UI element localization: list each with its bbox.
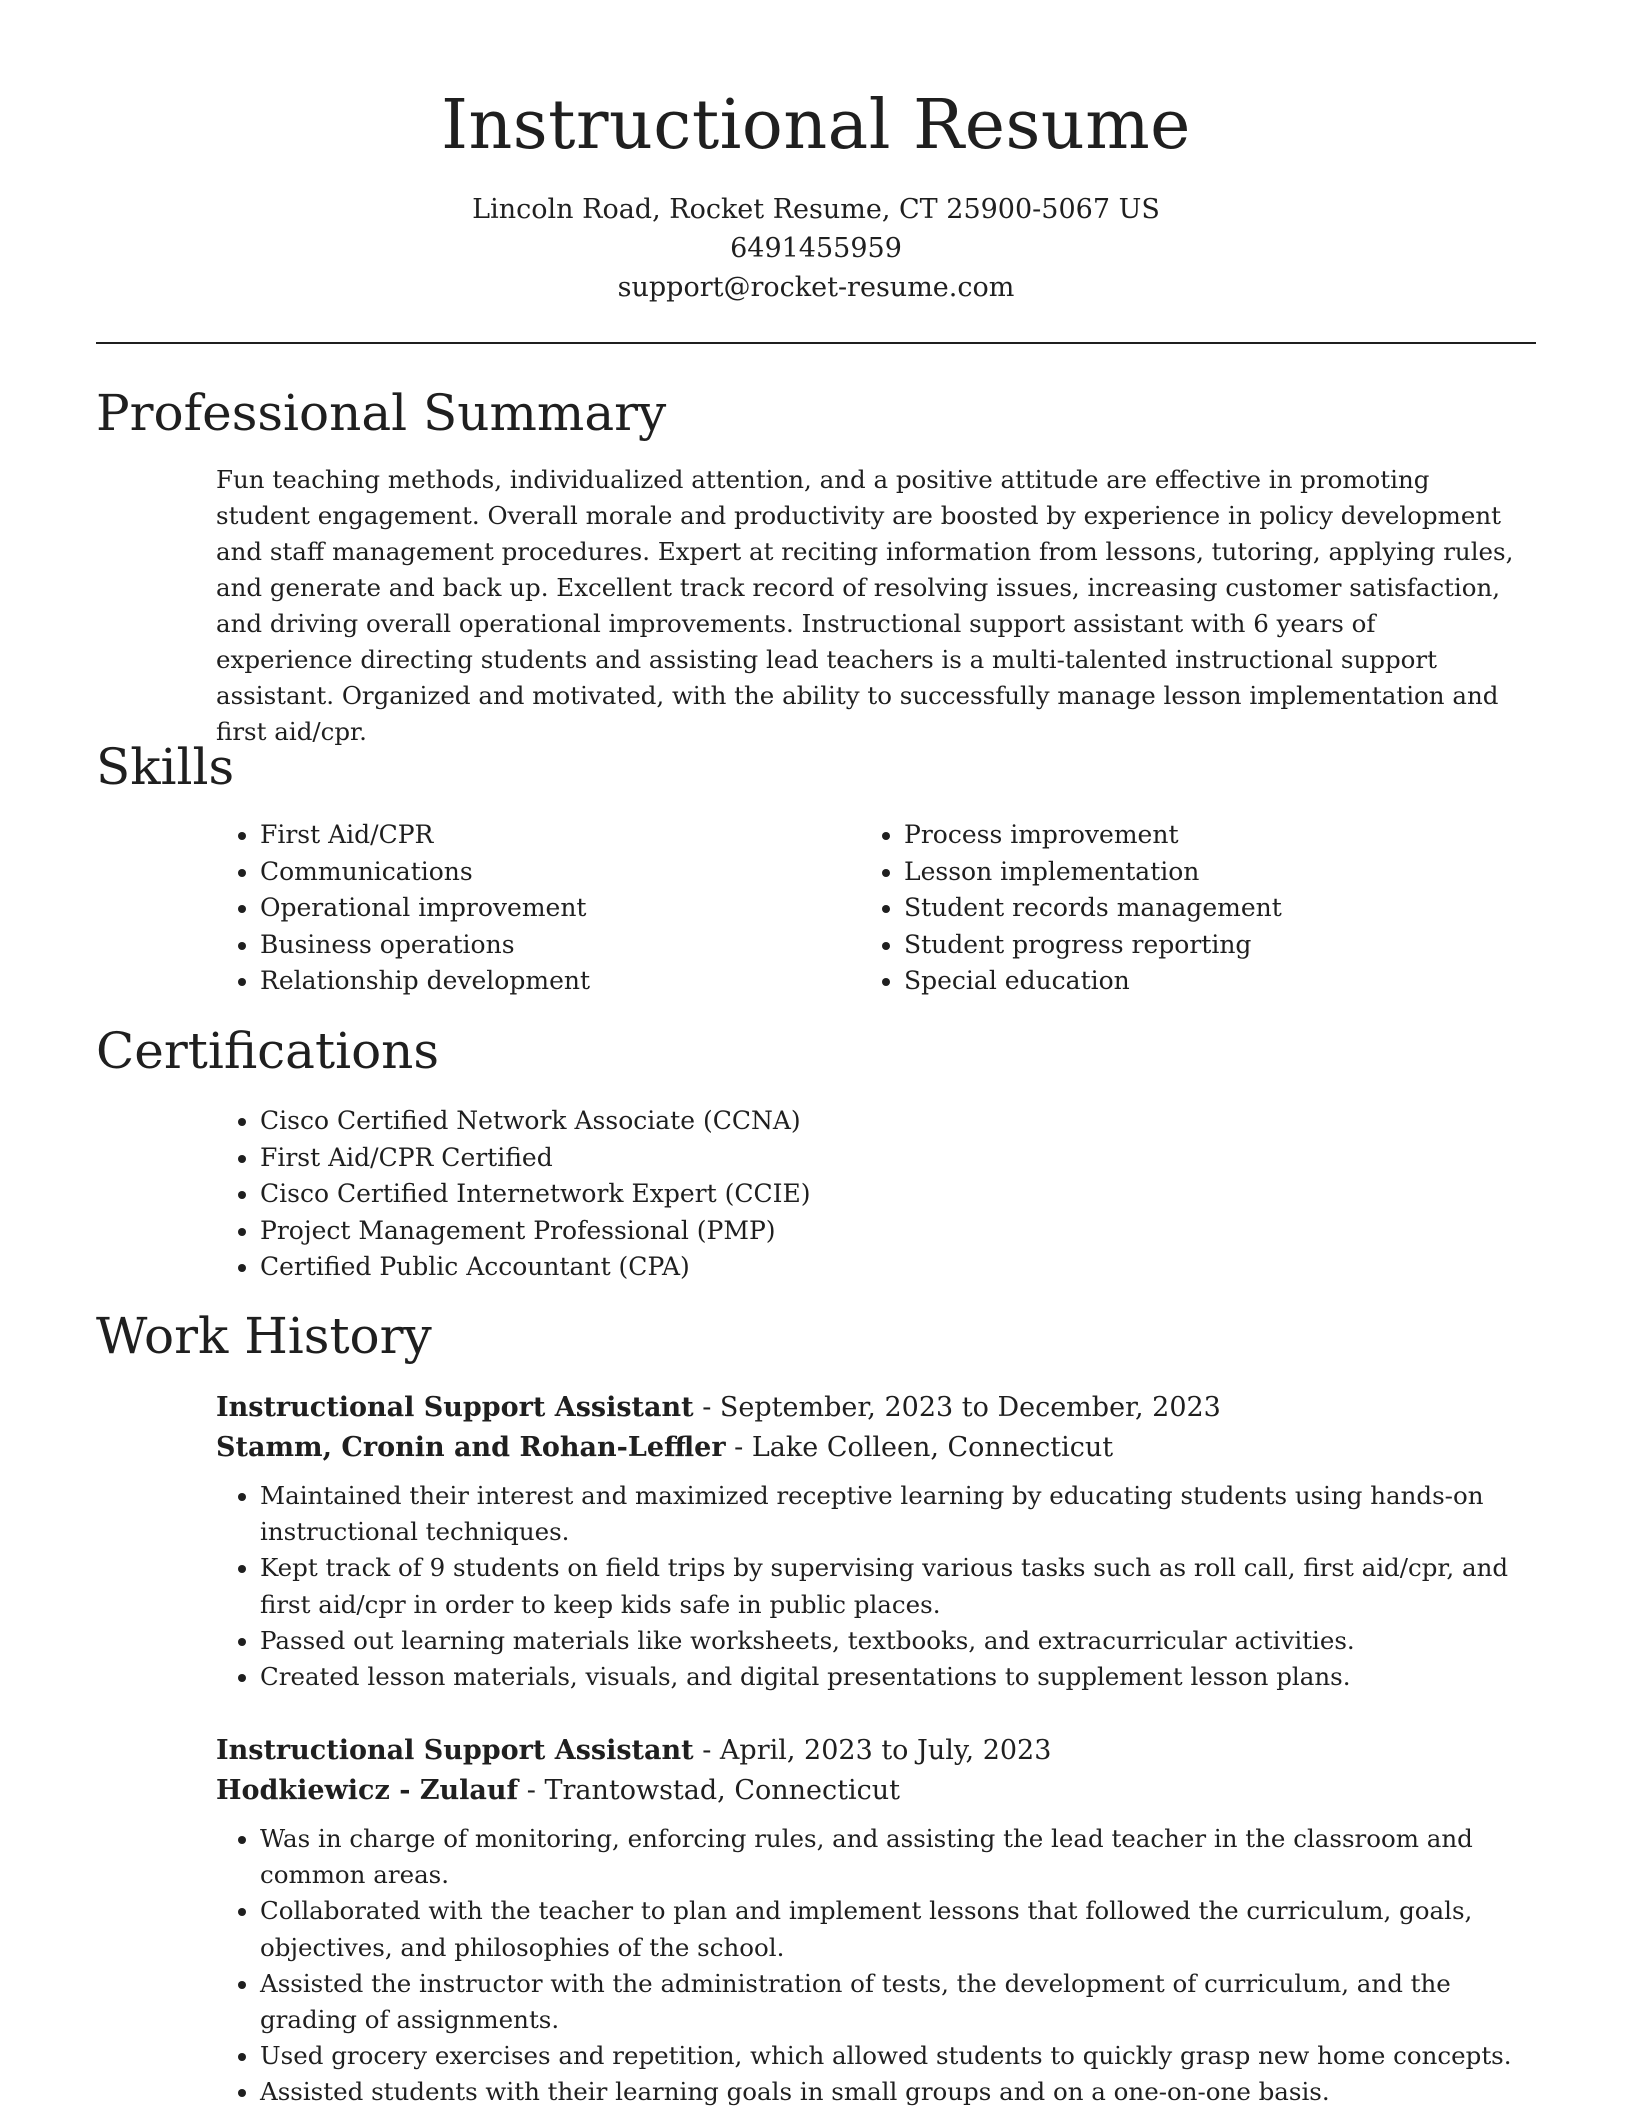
resume-name: Instructional Resume: [441, 86, 1191, 165]
job-title-line: [216, 1731, 1536, 1771]
summary-heading: Professional Summary: [96, 384, 667, 442]
certification-item: • Certified Public Accountant (CPA): [260, 1249, 810, 1286]
skill-item: • Relationship development: [260, 963, 590, 1000]
certifications-heading: Certifications: [96, 1022, 440, 1080]
job-bullet: • Collaborated with the teacher to plan and implement lessons that followed the curriculum, goals, objectives, and philosophies of the school.: [260, 1893, 1536, 1965]
job-entry: [216, 1388, 1536, 1695]
phone: 6491455959: [730, 233, 902, 264]
skill-item: • Student progress reporting: [904, 927, 1282, 964]
certification-item: • Project Management Professional (PMP): [260, 1213, 810, 1250]
certification-item: • First Aid/CPR Certified: [260, 1140, 810, 1177]
skills-list-left: [216, 817, 590, 1000]
skill-item: • Process improvement: [904, 817, 1282, 854]
skills-list-right: [860, 817, 1282, 1000]
job-bullet: • Used grocery exercises and repetition, which allowed students to quickly grasp new home concepts.: [260, 2038, 1536, 2074]
skill-item: • Student records management: [904, 890, 1282, 927]
job-bullet: • Was in charge of monitoring, enforcing rules, and assisting the lead teacher in the classroom and common areas.: [260, 1821, 1536, 1893]
job-bullets: [216, 1478, 1536, 1695]
certifications-list: [216, 1103, 810, 1286]
job-dates: - April, 2023 to July, 2023: [693, 1735, 1052, 1766]
job-title-line: [216, 1388, 1536, 1428]
job-bullet: • Kept track of 9 students on field trips by supervising various tasks such as roll call, first aid/cpr, and first aid/cpr in order to keep kids safe in public places.: [260, 1550, 1536, 1622]
summary-text: Fun teaching methods, individualized attention, and a positive attitude are effective in promoting student engagement. Overall morale and productivity are boosted by experience in policy development and staff management procedures. Expert at reciting information from lessons, tutoring, applying rules, and generate and back up. Excellent track record of resolving issues, increasing customer satisfaction, and driving overall operational improvements. Instructional support assistant with 6 years of experience directing students and assisting lead teachers is a multi-talented instructional support assistant. Organized and motivated, with the ability to successfully manage lesson implementation and first aid/cpr.: [216, 465, 1514, 746]
job-bullet: • Assisted students with their learning goals in small groups and on a one-on-one basis.: [260, 2074, 1536, 2110]
job-company: Hodkiewicz - Zulauf: [216, 1775, 519, 1806]
job-role: Instructional Support Assistant: [216, 1392, 694, 1423]
email: support@rocket-resume.com: [617, 272, 1015, 303]
job-role: Instructional Support Assistant: [216, 1735, 694, 1766]
certification-item: • Cisco Certified Network Associate (CCNA): [260, 1103, 810, 1140]
skills-heading: Skills: [96, 738, 235, 796]
job-company: Stamm, Cronin and Rohan-Leffler: [216, 1432, 726, 1463]
skill-item: • Special education: [904, 963, 1282, 1000]
job-bullet: • Assisted the instructor with the administration of tests, the development of curriculum, and the grading of assignments.: [260, 1966, 1536, 2038]
job-entry: [216, 1731, 1536, 2111]
skill-item: • Communications: [260, 854, 590, 891]
job-dates: - September, 2023 to December, 2023: [693, 1392, 1221, 1423]
work-history-heading: Work History: [96, 1307, 432, 1365]
certification-item: • Cisco Certified Internetwork Expert (CCIE): [260, 1176, 810, 1213]
job-bullet: • Passed out learning materials like worksheets, textbooks, and extracurricular activities.: [260, 1623, 1536, 1659]
job-company-line: [216, 1428, 1536, 1468]
address: Lincoln Road, Rocket Resume, CT 25900-5067 US: [472, 194, 1160, 225]
job-bullet: • Created lesson materials, visuals, and digital presentations to supplement lesson plans.: [260, 1659, 1536, 1695]
contact-info: [0, 190, 1632, 307]
skill-item: • First Aid/CPR: [260, 817, 590, 854]
skill-item: • Business operations: [260, 927, 590, 964]
skill-item: • Lesson implementation: [904, 854, 1282, 891]
skill-item: • Operational improvement: [260, 890, 590, 927]
job-location: - Trantowstad, Connecticut: [518, 1775, 900, 1806]
job-company-line: [216, 1771, 1536, 1811]
job-location: - Lake Colleen, Connecticut: [725, 1432, 1114, 1463]
job-bullet: • Maintained their interest and maximized receptive learning by educating students using hands-on instructional techniques.: [260, 1478, 1536, 1550]
resume-header: [0, 0, 1632, 307]
header-divider: [96, 342, 1536, 344]
job-bullets: [216, 1821, 1536, 2111]
